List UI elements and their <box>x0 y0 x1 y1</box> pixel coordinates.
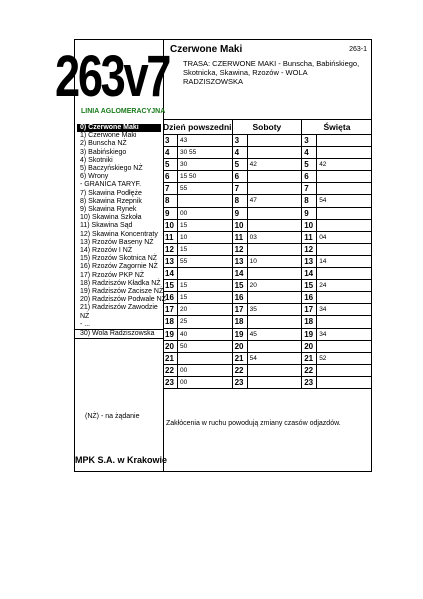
hour-label: 9 <box>233 208 248 219</box>
hour-label: 15 <box>163 280 178 291</box>
hour-label: 13 <box>233 256 248 267</box>
minutes: 03 <box>249 233 257 241</box>
stop-item: 4) Skotniki <box>80 156 113 164</box>
minutes: 24 <box>319 282 327 290</box>
line-number: 263v7 <box>55 44 170 109</box>
stop-item: NŻ <box>80 312 90 320</box>
hour-row <box>163 268 372 280</box>
saturday-cell <box>233 159 303 170</box>
hour-row <box>163 292 372 304</box>
stop-item: 15) Rzozów Skotnica NŻ <box>80 255 158 263</box>
minutes: 54 <box>249 354 257 362</box>
hour-label: 17 <box>233 304 248 315</box>
stop-item: 19) Radziszów Zacisze NŻ <box>80 288 164 296</box>
saturday-cell <box>233 220 303 231</box>
hour-label: 7 <box>302 183 317 194</box>
minutes: 00 <box>180 378 188 386</box>
saturday-cell <box>233 316 303 327</box>
hour-label: 12 <box>302 244 317 255</box>
holiday-cell <box>302 232 372 243</box>
minutes: 10 <box>180 233 188 241</box>
hour-label: 22 <box>302 365 317 376</box>
hour-label: 5 <box>302 159 317 170</box>
hour-label: 9 <box>302 208 317 219</box>
hour-row <box>163 377 372 389</box>
holiday-cell <box>302 329 372 340</box>
minutes: 30 <box>180 161 188 169</box>
holiday-cell <box>302 208 372 219</box>
weekday-cell <box>163 280 233 291</box>
minutes <box>248 292 250 303</box>
minutes <box>178 268 180 279</box>
hour-label: 3 <box>163 135 178 146</box>
saturday-cell <box>233 208 303 219</box>
minutes: 34 <box>319 306 327 314</box>
hour-row <box>163 353 372 365</box>
weekday-cell <box>163 135 233 146</box>
column-weekday: Dzień powszedni <box>163 122 232 132</box>
weekday-cell <box>163 220 233 231</box>
holiday-cell <box>302 341 372 352</box>
hour-label: 15 <box>233 280 248 291</box>
weekday-cell <box>163 292 233 303</box>
stop-item: 18) Radziszów Kładka NŻ <box>80 279 161 287</box>
weekday-cell <box>163 329 233 340</box>
departure-rows <box>163 135 372 389</box>
timetable-sheet <box>55 39 372 472</box>
minutes <box>248 147 250 158</box>
saturday-cell <box>233 280 303 291</box>
hour-label: 17 <box>302 304 317 315</box>
minutes: 30 55 <box>180 149 197 157</box>
hour-label: 11 <box>163 232 178 243</box>
minutes <box>248 365 250 376</box>
weekday-cell <box>163 353 233 364</box>
hour-label: 18 <box>163 316 178 327</box>
holiday-cell <box>302 183 372 194</box>
hour-label: 5 <box>233 159 248 170</box>
hour-label: 3 <box>302 135 317 146</box>
minutes: 55 <box>180 257 188 265</box>
weekday-cell <box>163 341 233 352</box>
minutes <box>248 244 250 255</box>
disruption-note: Zakłócenia w ruchu powodują zmiany czasów odjazdów. <box>166 420 341 427</box>
minutes <box>317 220 319 231</box>
hour-label: 10 <box>163 220 178 231</box>
saturday-cell <box>233 377 303 388</box>
hour-label: 12 <box>163 244 178 255</box>
stop-item: 5) Baczyńskiego NŻ <box>80 165 143 173</box>
minutes: 42 <box>319 161 327 169</box>
stop-item: 16) Rzozów Zagornie NŻ <box>80 263 158 271</box>
weekday-cell <box>163 256 233 267</box>
minutes: 50 <box>180 342 188 350</box>
minutes: 52 <box>319 354 327 362</box>
hour-label: 16 <box>233 292 248 303</box>
hour-label: 16 <box>302 292 317 303</box>
saturday-cell <box>233 147 303 158</box>
hour-label: 23 <box>302 377 317 388</box>
saturday-cell <box>233 135 303 146</box>
hour-row <box>163 171 372 183</box>
hour-label: 20 <box>302 341 317 352</box>
minutes: 15 <box>180 245 188 253</box>
minutes: 15 <box>180 221 188 229</box>
minutes: 10 <box>249 257 257 265</box>
hour-label: 11 <box>233 232 248 243</box>
minutes <box>248 220 250 231</box>
minutes <box>248 341 250 352</box>
hour-row <box>163 244 372 256</box>
hour-label: 16 <box>163 292 178 303</box>
hour-label: 8 <box>233 195 248 206</box>
holiday-cell <box>302 135 372 146</box>
minutes: 45 <box>249 330 257 338</box>
minutes <box>317 135 319 146</box>
hour-label: 6 <box>233 171 248 182</box>
minutes: 42 <box>249 161 257 169</box>
minutes: 15 <box>180 294 188 302</box>
hour-label: 6 <box>163 171 178 182</box>
weekday-cell <box>163 208 233 219</box>
stop-item: 21) Radziszów Zawodzie <box>80 304 158 312</box>
line-type-label: LINIA AGLOMERACYJNA <box>81 108 166 115</box>
hour-label: 17 <box>163 304 178 315</box>
saturday-cell <box>233 341 303 352</box>
saturday-cell <box>233 195 303 206</box>
route-description: TRASA: CZERWONE MAKI - Bunscha, Babińskiego, Skotnicka, Skawina, Rzozów - WOLA RADZISZOWSKA <box>183 59 360 86</box>
hour-label: 7 <box>163 183 178 194</box>
minutes: 54 <box>319 197 327 205</box>
holiday-cell <box>302 147 372 158</box>
hour-label: 23 <box>233 377 248 388</box>
hour-label: 13 <box>302 256 317 267</box>
weekday-cell <box>163 183 233 194</box>
hour-label: 14 <box>233 268 248 279</box>
saturday-cell <box>233 365 303 376</box>
stop-item: 2) Bunscha NŻ <box>80 140 127 148</box>
timetable-code: 263-1 <box>349 46 367 53</box>
hour-label: 14 <box>302 268 317 279</box>
hour-label: 19 <box>233 329 248 340</box>
weekday-cell <box>163 195 233 206</box>
minutes <box>248 377 250 388</box>
minutes: 25 <box>180 318 188 326</box>
hour-row <box>163 256 372 268</box>
hour-row <box>163 316 372 328</box>
minutes <box>178 353 180 364</box>
hour-row <box>163 195 372 207</box>
stop-name: Czerwone Maki <box>170 44 243 55</box>
hour-label: 8 <box>163 195 178 206</box>
hour-label: 23 <box>163 377 178 388</box>
stop-item: 13) Rzozów Baseny NŻ <box>80 238 154 246</box>
holiday-cell <box>302 220 372 231</box>
stop-item: 30) Wola Radziszowska <box>75 329 163 339</box>
holiday-cell <box>302 292 372 303</box>
stop-item: 17) Rzozów PKP NŻ <box>80 271 145 279</box>
hour-label: 21 <box>233 353 248 364</box>
hour-label: 14 <box>163 268 178 279</box>
stop-list <box>75 124 166 339</box>
hour-row <box>163 304 372 316</box>
minutes <box>317 316 319 327</box>
column-holiday: Święta <box>323 122 351 132</box>
hour-label: 4 <box>233 147 248 158</box>
hour-label: 7 <box>233 183 248 194</box>
weekday-cell <box>163 159 233 170</box>
stop-item: 11) Skawina Sąd <box>80 222 133 230</box>
minutes: 00 <box>180 366 188 374</box>
saturday-cell <box>233 353 303 364</box>
stop-item: 3) Babińskiego <box>80 148 127 156</box>
column-saturday: Soboty <box>233 120 303 134</box>
hour-label: 5 <box>163 159 178 170</box>
minutes: 35 <box>249 306 257 314</box>
departure-grid <box>163 120 372 389</box>
saturday-cell <box>233 268 303 279</box>
holiday-cell <box>302 304 372 315</box>
holiday-cell <box>302 353 372 364</box>
weekday-cell <box>163 377 233 388</box>
stop-item: 9) Skawina Rynek <box>80 206 137 214</box>
hour-row <box>163 329 372 341</box>
minutes: 15 <box>180 282 188 290</box>
hour-label: 21 <box>302 353 317 364</box>
hour-row <box>163 365 372 377</box>
weekday-cell <box>163 232 233 243</box>
operator-name: MPK S.A. w Krakowie <box>75 455 168 465</box>
minutes: 14 <box>319 257 327 265</box>
hour-label: 10 <box>233 220 248 231</box>
hour-row <box>163 341 372 353</box>
hour-label: 19 <box>163 329 178 340</box>
hour-row <box>163 232 372 244</box>
on-request-note: (NŻ) - na żądanie <box>85 413 140 420</box>
minutes <box>317 147 319 158</box>
minutes <box>317 244 319 255</box>
saturday-cell <box>233 329 303 340</box>
minutes <box>317 171 319 182</box>
minutes <box>248 208 250 219</box>
hour-label: 11 <box>302 232 317 243</box>
minutes <box>248 183 250 194</box>
hour-label: 12 <box>233 244 248 255</box>
saturday-cell <box>233 183 303 194</box>
weekday-cell <box>163 147 233 158</box>
hour-row <box>163 208 372 220</box>
minutes <box>178 195 180 206</box>
current-stop: 0) Czerwone Maki <box>77 124 161 132</box>
weekday-cell <box>163 365 233 376</box>
minutes <box>317 208 319 219</box>
holiday-cell <box>302 244 372 255</box>
hour-label: 6 <box>302 171 317 182</box>
grid-header <box>163 120 372 135</box>
hour-label: 20 <box>233 341 248 352</box>
weekday-cell <box>163 316 233 327</box>
minutes: 00 <box>180 209 188 217</box>
hour-label: 22 <box>233 365 248 376</box>
stop-item: 8) Skawina Rzepnik <box>80 197 142 205</box>
minutes: 04 <box>319 233 327 241</box>
minutes: 15 50 <box>180 173 197 181</box>
minutes <box>248 316 250 327</box>
stop-item: - GRANICA TARYF. <box>80 181 142 189</box>
saturday-cell <box>233 232 303 243</box>
minutes <box>317 268 319 279</box>
hour-row <box>163 147 372 159</box>
hour-label: 22 <box>163 365 178 376</box>
minutes <box>248 135 250 146</box>
weekday-cell <box>163 171 233 182</box>
holiday-cell <box>302 159 372 170</box>
holiday-cell <box>302 316 372 327</box>
weekday-cell <box>163 304 233 315</box>
stop-item: 1) Czerwone Maki <box>80 132 137 140</box>
minutes <box>317 292 319 303</box>
hour-label: 21 <box>163 353 178 364</box>
minutes: 43 <box>180 137 188 144</box>
hour-label: 3 <box>233 135 248 146</box>
stop-item: 12) Skawina Koncentraty <box>80 230 158 238</box>
minutes: 47 <box>249 197 257 205</box>
saturday-cell <box>233 256 303 267</box>
weekday-cell <box>163 244 233 255</box>
holiday-cell <box>302 365 372 376</box>
hour-label: 15 <box>302 280 317 291</box>
hour-label: 4 <box>163 147 178 158</box>
holiday-cell <box>302 171 372 182</box>
minutes: 55 <box>180 185 188 193</box>
hour-label: 8 <box>302 195 317 206</box>
stop-item: 20) Radziszów Podwale NŻ <box>80 296 166 304</box>
hour-label: 18 <box>233 316 248 327</box>
hour-label: 18 <box>302 316 317 327</box>
hour-label: 4 <box>302 147 317 158</box>
stop-item: 7) Skawina Podłęże <box>80 189 142 197</box>
hour-label: 9 <box>163 208 178 219</box>
hour-label: 10 <box>302 220 317 231</box>
hour-label: 20 <box>163 341 178 352</box>
minutes: 34 <box>319 330 327 338</box>
saturday-cell <box>233 244 303 255</box>
minutes <box>248 268 250 279</box>
saturday-cell <box>233 171 303 182</box>
holiday-cell <box>302 377 372 388</box>
holiday-cell <box>302 256 372 267</box>
hour-row <box>163 220 372 232</box>
holiday-cell <box>302 195 372 206</box>
minutes <box>317 341 319 352</box>
minutes: 20 <box>249 282 257 290</box>
minutes: 20 <box>180 306 188 314</box>
stop-item: 6) Wrony <box>80 173 109 181</box>
holiday-cell <box>302 280 372 291</box>
stop-item: 10) Skawina Szkoła <box>80 214 142 222</box>
saturday-cell <box>233 292 303 303</box>
hour-label: 19 <box>302 329 317 340</box>
hour-row <box>163 135 372 147</box>
hour-row <box>163 183 372 195</box>
saturday-cell <box>233 304 303 315</box>
minutes: 40 <box>180 330 188 338</box>
minutes <box>317 377 319 388</box>
weekday-cell <box>163 268 233 279</box>
hour-row <box>163 280 372 292</box>
hour-label: 13 <box>163 256 178 267</box>
minutes <box>248 171 250 182</box>
hour-row <box>163 159 372 171</box>
holiday-cell <box>302 268 372 279</box>
stop-item: 14) Rzozów I NŻ <box>80 247 133 255</box>
minutes <box>317 183 319 194</box>
minutes <box>317 365 319 376</box>
stop-item: - ... <box>80 320 91 328</box>
